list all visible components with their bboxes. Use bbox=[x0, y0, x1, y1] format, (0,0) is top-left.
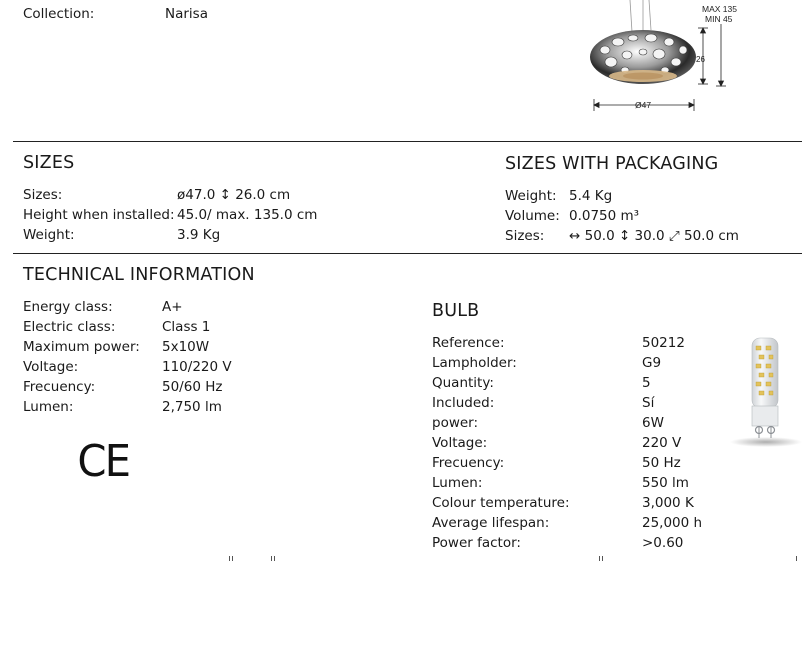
collection-label: Collection: bbox=[23, 6, 95, 22]
bulb-row-value: 50212 bbox=[642, 335, 685, 351]
section-divider bbox=[13, 141, 802, 142]
technical-row-label: Maximum power: bbox=[23, 339, 140, 355]
technical-row-label: Voltage: bbox=[23, 359, 79, 375]
bulb-row-label: Voltage: bbox=[432, 435, 488, 451]
bulb-row-label: Lumen: bbox=[432, 475, 483, 491]
weight-value: 3.9 Kg bbox=[177, 227, 221, 243]
technical-row-label: Energy class: bbox=[23, 299, 113, 315]
bulb-row-label: Average lifespan: bbox=[432, 515, 550, 531]
bulb-heading: BULB bbox=[432, 301, 480, 321]
bulb-row-value: 50 Hz bbox=[642, 455, 681, 471]
packaging-heading: SIZES WITH PACKAGING bbox=[505, 154, 719, 174]
page-break-mark bbox=[229, 556, 230, 561]
bulb-row-label: Reference: bbox=[432, 335, 505, 351]
packaging-sizes-label: Sizes: bbox=[505, 228, 545, 244]
packaging-volume-value: 0.0750 m³ bbox=[569, 208, 640, 224]
bulb-row-value: >0.60 bbox=[642, 535, 684, 551]
weight-label: Weight: bbox=[23, 227, 75, 243]
bulb-row-label: Lampholder: bbox=[432, 355, 517, 371]
page-break-mark bbox=[602, 556, 603, 561]
suspension-wires bbox=[630, 0, 651, 32]
sizes-value: ø47.0 ↕ 26.0 cm bbox=[177, 187, 291, 203]
bulb-row-value: Sí bbox=[642, 395, 655, 411]
bulb-row-label: Power factor: bbox=[432, 535, 521, 551]
g9-bulb-image bbox=[728, 334, 802, 450]
ce-mark-icon: CE bbox=[77, 436, 130, 487]
technical-row-label: Frecuency: bbox=[23, 379, 96, 395]
diameter-label: Ø47 bbox=[635, 100, 652, 110]
packaging-weight-label: Weight: bbox=[505, 188, 557, 204]
collection-value: Narisa bbox=[165, 6, 208, 22]
bulb-row-value: G9 bbox=[642, 355, 662, 371]
bulb-row-value: 3,000 K bbox=[642, 495, 694, 511]
lamp-shade bbox=[590, 30, 696, 84]
page-break-mark bbox=[232, 556, 233, 561]
page-break-mark bbox=[796, 556, 797, 561]
packaging-sizes-value: ↔ 50.0 ↕ 30.0 ⤢ 50.0 cm bbox=[569, 228, 739, 244]
bulb-row-label: Colour temperature: bbox=[432, 495, 570, 511]
page-break-mark bbox=[271, 556, 272, 561]
bulb-row-label: Frecuency: bbox=[432, 455, 505, 471]
bulb-row-value: 220 V bbox=[642, 435, 682, 451]
bulb-row-label: Included: bbox=[432, 395, 495, 411]
lamp-dimension-drawing bbox=[585, 0, 745, 118]
installed-height-value: 45.0/ max. 135.0 cm bbox=[177, 207, 318, 223]
min-height-label: MIN 45 bbox=[705, 14, 733, 24]
technical-row-label: Electric class: bbox=[23, 319, 116, 335]
technical-row-value: 2,750 lm bbox=[162, 399, 222, 415]
technical-row-value: A+ bbox=[162, 299, 183, 315]
sizes-label: Sizes: bbox=[23, 187, 63, 203]
bulb-row-label: power: bbox=[432, 415, 479, 431]
sizes-heading: SIZES bbox=[23, 153, 75, 173]
max-height-label: MAX 135 bbox=[702, 4, 737, 14]
technical-row-value: 50/60 Hz bbox=[162, 379, 223, 395]
section-divider bbox=[13, 253, 802, 254]
technical-row-value: 5x10W bbox=[162, 339, 210, 355]
technical-heading: TECHNICAL INFORMATION bbox=[23, 265, 255, 285]
bulb-row-value: 25,000 h bbox=[642, 515, 703, 531]
technical-row-value: Class 1 bbox=[162, 319, 211, 335]
page-break-mark bbox=[599, 556, 600, 561]
technical-row-label: Lumen: bbox=[23, 399, 74, 415]
page-break-mark bbox=[274, 556, 275, 561]
bulb-row-value: 5 bbox=[642, 375, 651, 391]
packaging-weight-value: 5.4 Kg bbox=[569, 188, 613, 204]
bulb-row-value: 6W bbox=[642, 415, 664, 431]
technical-row-value: 110/220 V bbox=[162, 359, 232, 375]
packaging-volume-label: Volume: bbox=[505, 208, 560, 224]
height-label: 26 bbox=[696, 55, 705, 64]
bulb-row-label: Quantity: bbox=[432, 375, 494, 391]
bulb-row-value: 550 lm bbox=[642, 475, 689, 491]
installed-height-label: Height when installed: bbox=[23, 207, 175, 223]
